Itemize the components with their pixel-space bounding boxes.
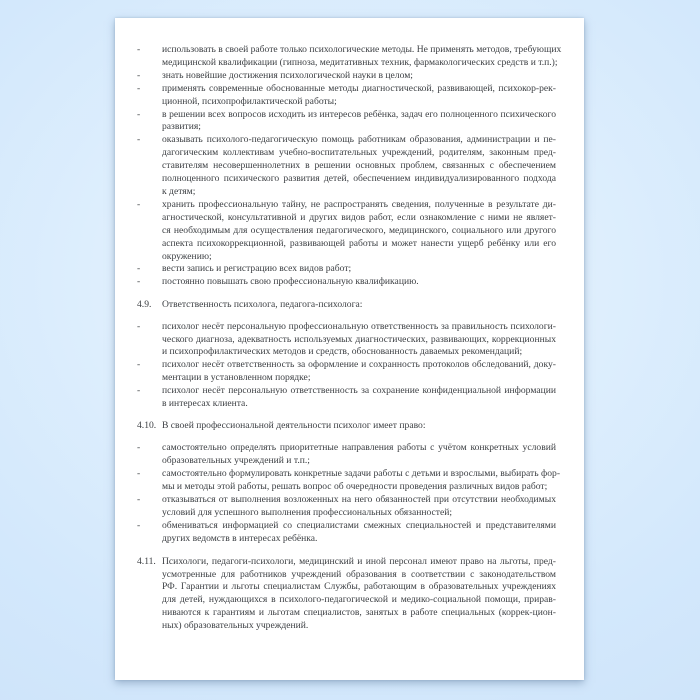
section-number: 4.11.	[137, 555, 156, 567]
list-item-text	[162, 494, 556, 520]
list-item-dash: -	[137, 44, 141, 55]
text-line: использовать в своей работе только психологические методы. Не применять методов, требующих	[162, 44, 562, 55]
list-item-dash: -	[137, 442, 141, 454]
text-line: полноценного психического развития детей, обеспечением индивидуализированного подхода	[162, 173, 556, 185]
list-item-dash: -	[137, 82, 141, 94]
text-line: в решении всех вопросов исходить из интересов ребёнка, задач его полноценного психического	[162, 108, 556, 120]
text-line: применять современные обоснованные методы диагностической, развивающей, психокор-рек-	[162, 82, 556, 94]
text-line: вести запись и регистрацию всех видов работ;	[162, 263, 352, 275]
list-item-dash: -	[137, 468, 141, 480]
text-line: к детям;	[162, 185, 196, 197]
text-line: оказывать психолого-педагогическую помощь работникам образования, администрации и пе-	[162, 134, 556, 146]
text-line: других ведомств в интересах ребёнка.	[162, 532, 318, 544]
text-line: психолог несёт персональную ответственность за сохранение конфиденциальной информации	[162, 385, 556, 397]
list-item	[137, 359, 556, 385]
section-heading	[137, 420, 556, 433]
text-line: агностической, консультативной и других видов работ, если ознакомление с ними не являет-	[162, 211, 556, 223]
list-item-text	[162, 276, 556, 289]
document-page	[115, 18, 584, 680]
text-line: ментации в установленном порядке;	[162, 372, 311, 384]
list-item-text	[162, 263, 556, 276]
list-item-text	[162, 83, 556, 109]
text-line: знать новейшие достижения психологической науки в целом;	[162, 69, 413, 81]
list-item	[137, 442, 556, 468]
list-item-text	[162, 44, 562, 70]
text-line: дагогическим коллективам учебно-воспитательных учреждений, родителям, законным пред-	[162, 147, 556, 159]
list-item	[137, 199, 556, 264]
section-heading-text: В своей профессиональной деятельности психолог имеет право:	[162, 420, 426, 432]
list-item	[137, 276, 556, 289]
text-line: развития;	[162, 121, 201, 133]
text-line: психолог несёт персональную профессиональную ответственность за правильность психологи-	[162, 320, 556, 332]
list-item-text	[162, 359, 556, 385]
text-line: аспекта психокоррекционной, развивающей работы и может нанести ущерб ребёнку или его	[162, 237, 556, 249]
list-item-text	[162, 520, 556, 546]
text-line: самостоятельно определять приоритетные направления работы с учётом конкретных условий	[162, 442, 556, 454]
list-item-dash: -	[137, 69, 141, 81]
text-line: условий для успешного выполнения профессиональных обязанностей;	[162, 506, 453, 518]
list-item-dash: -	[137, 519, 141, 531]
section-heading-text: Ответственность психолога, педагога-психолога:	[162, 298, 363, 310]
list-item	[137, 109, 556, 135]
text-line: отказываться от выполнения возложенных на него обязанностей при отсутствии необходимых	[162, 494, 556, 505]
section-number: 4.9.	[137, 298, 152, 310]
section-number: 4.10.	[137, 420, 157, 432]
text-line: ся необходимым для осуществления педагогического, медицинского, социального или другого	[162, 224, 556, 236]
list-item-dash: -	[137, 198, 141, 210]
list-item-dash: -	[137, 108, 141, 120]
list-item	[137, 83, 556, 109]
text-line: для детей, нуждающихся в психолого-педагогической и медико-социальной помощи, прирав-	[162, 594, 556, 606]
text-line: Психологи, педагоги-психологи, медицинский и иной персонал имеют право на льготы, пред-	[162, 555, 556, 567]
list-item-text	[162, 70, 556, 83]
list-item-text	[162, 321, 556, 360]
numbered-paragraph	[137, 556, 556, 633]
text-line: мы и методы этой работы, решать вопрос об очередности проведения различных видов работ;	[162, 481, 548, 493]
text-line: РФ. Гарантии и льготы специалистам Службы, работающим в образовательных учреждениях	[162, 581, 556, 593]
text-line: ческого диагноза, адекватность используемых диагностических, развивающих, коррекционных	[162, 333, 556, 345]
list-item	[137, 520, 556, 546]
text-line: ных) образовательных учреждений.	[162, 620, 309, 632]
document-content	[137, 44, 562, 633]
text-line: обмениваться информацией со специалистами смежных специальностей и представителями	[162, 519, 556, 531]
section-heading	[137, 299, 556, 312]
list-item	[137, 385, 556, 411]
text-line: и психопрофилактических методов и средств, обоснованность даваемых рекомендаций;	[162, 346, 523, 358]
list-item-text	[162, 442, 556, 468]
paragraph-text	[162, 556, 556, 633]
list-item-text	[162, 109, 556, 135]
list-item-dash: -	[137, 263, 141, 275]
text-line: ниваются к гарантиям и льготам специалистов, занятых в работе специальных (коррек-цион-	[162, 607, 556, 619]
text-line: хранить профессиональную тайну, не распространять сведения, полученные в результате ди-	[162, 198, 556, 210]
list-item-text	[162, 199, 556, 264]
text-line: постоянно повышать свою профессиональную квалификацию.	[162, 276, 419, 288]
list-item	[137, 134, 556, 199]
list-item-text	[162, 468, 561, 494]
text-line: усмотренные для работников учреждений образования в соответствии с законодательством	[162, 568, 556, 580]
text-line: самостоятельно формулировать конкретные задачи работы с детьми и взрослыми, выбирать фор-	[162, 468, 561, 480]
list-item-text	[162, 385, 556, 411]
text-line: образовательных учреждений и т.п.;	[162, 455, 310, 467]
text-line: в интересах клиента.	[162, 398, 248, 410]
list-item-dash: -	[137, 494, 141, 505]
list-item	[137, 494, 556, 520]
text-line: окружению;	[162, 250, 212, 262]
list-item-dash: -	[137, 359, 141, 371]
list-item-text	[162, 134, 556, 199]
list-item	[137, 468, 561, 494]
text-line: медицинской квалификации (гипноза, медитативных техник, фармакологических средств и т.п.);	[162, 56, 558, 68]
list-item-dash: -	[137, 385, 141, 397]
list-item	[137, 44, 562, 70]
list-item-dash: -	[137, 276, 141, 288]
list-item-dash: -	[137, 320, 141, 332]
list-item	[137, 263, 556, 276]
text-line: ставителям несовершеннолетних в решении основных проблем, связанных с обеспечением	[162, 160, 556, 172]
list-item	[137, 70, 556, 83]
list-item	[137, 321, 556, 360]
list-item-dash: -	[137, 134, 141, 146]
text-line: психолог несёт ответственность за оформление и сохранность протоколов обследований, доку-	[162, 359, 556, 371]
text-line: ционной, психопрофилактической работы;	[162, 95, 337, 107]
